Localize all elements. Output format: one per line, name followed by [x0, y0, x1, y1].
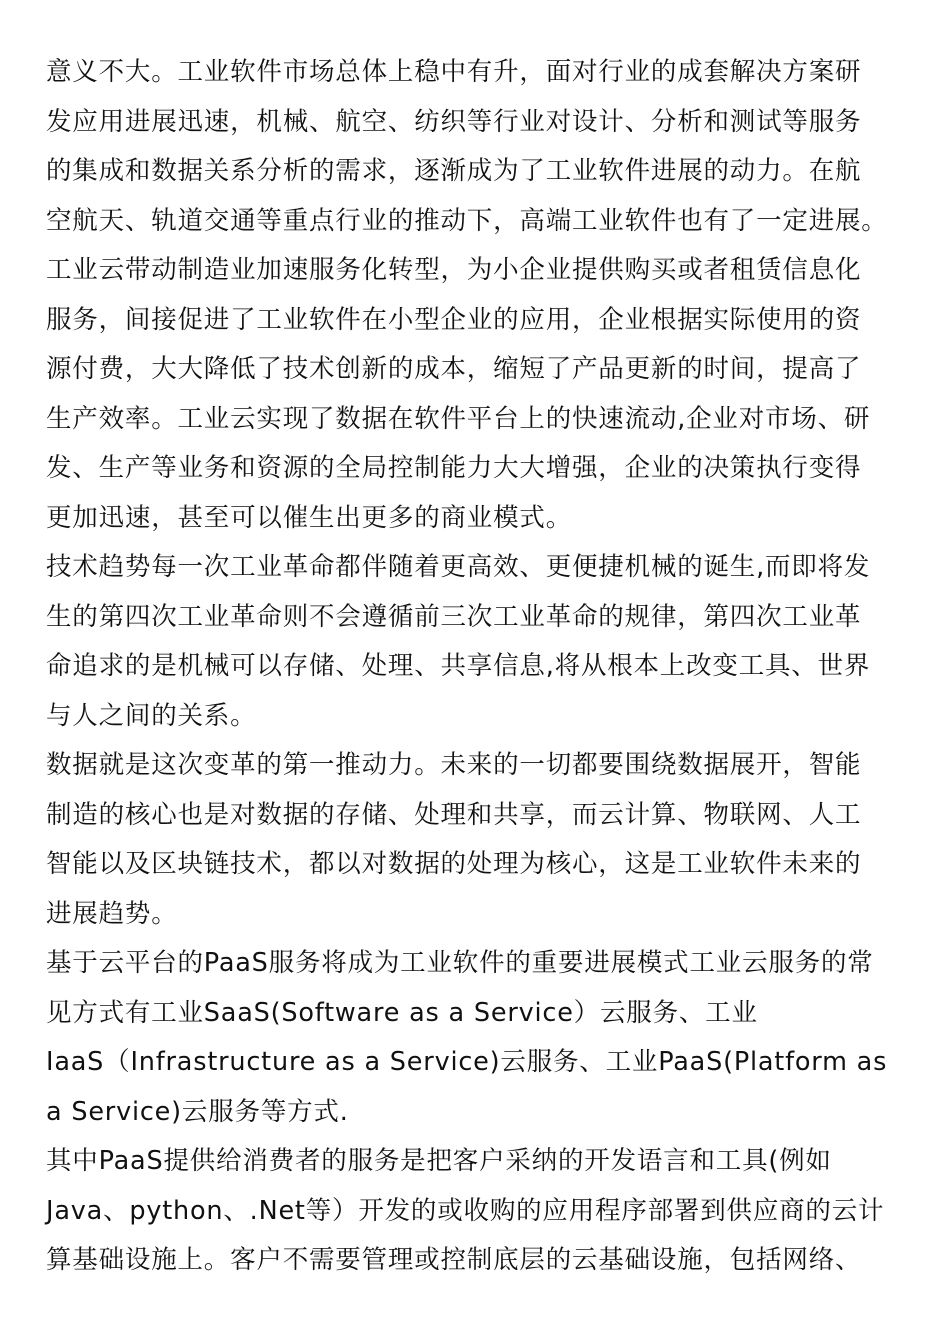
text-line: 的集成和数据关系分析的需求，逐渐成为了工业软件进展的动力。在航 — [46, 156, 862, 186]
text-line: 基于云平台的PaaS服务将成为工业软件的重要进展模式工业云服务的常 — [46, 948, 874, 978]
text-line: 命追求的是机械可以存储、处理、共享信息,将从根本上改变工具、世界 — [46, 651, 871, 681]
text-line: a Service)云服务等方式. — [46, 1096, 349, 1127]
text-line: 智能以及区块链技术，都以对数据的处理为核心，这是工业软件未来的 — [46, 849, 862, 879]
text-line: IaaS（Infrastructure as a Service)云服务、工业PaaS(Platform as — [46, 1047, 888, 1077]
text-line: 算基础设施上。客户不需要管理或控制底层的云基础设施，包括网络、 — [46, 1245, 862, 1275]
text-line: 见方式有工业SaaS(Software as a Service）云服务、工业 — [46, 997, 758, 1028]
text-line: 生产效率。工业云实现了数据在软件平台上的快速流动,企业对市场、研 — [46, 403, 871, 434]
text-line: 数据就是这次变革的第一推动力。未来的一切都要围绕数据展开，智能 — [46, 750, 862, 780]
text-line: 发应用进展迅速，机械、航空、纺织等行业对设计、分析和测试等服务 — [46, 106, 862, 137]
text-line: 源付费，大大降低了技术创新的成本，缩短了产品更新的时间，提高了 — [46, 354, 862, 384]
text-line: 与人之间的关系。 — [46, 700, 257, 731]
text-line: 生的第四次工业革命则不会遵循前三次工业革命的规律，第四次工业革 — [46, 601, 862, 632]
text-line: 发、生产等业务和资源的全局控制能力大大增强，企业的决策执行变得 — [46, 453, 862, 483]
text-line: 其中PaaS提供给消费者的服务是把客户采纳的开发语言和工具(例如 — [46, 1146, 832, 1176]
text-line: 意义不大。工业软件市场总体上稳中有升，面对行业的成套解决方案研 — [46, 57, 862, 87]
text-line: 进展趋势。 — [46, 898, 178, 929]
text-line: 服务，间接促进了工业软件在小型企业的应用，企业根据实际使用的资 — [46, 304, 862, 335]
text-line: 空航天、轨道交通等重点行业的推动下，高端工业软件也有了一定进展。 — [46, 205, 888, 236]
text-line: Java、python、.Net等）开发的或收购的应用程序部署到供应商的云计 — [46, 1195, 885, 1226]
text-line: 制造的核心也是对数据的存储、处理和共享，而云计算、物联网、人工 — [46, 799, 862, 830]
text-line: 更加迅速，甚至可以催生出更多的商业模式。 — [46, 502, 573, 533]
text-line: 技术趋势每一次工业革命都伴随着更高效、更便捷机械的诞生,而即将发 — [46, 552, 871, 582]
text-line: 工业云带动制造业加速服务化转型，为小企业提供购买或者租赁信息化 — [46, 255, 862, 285]
